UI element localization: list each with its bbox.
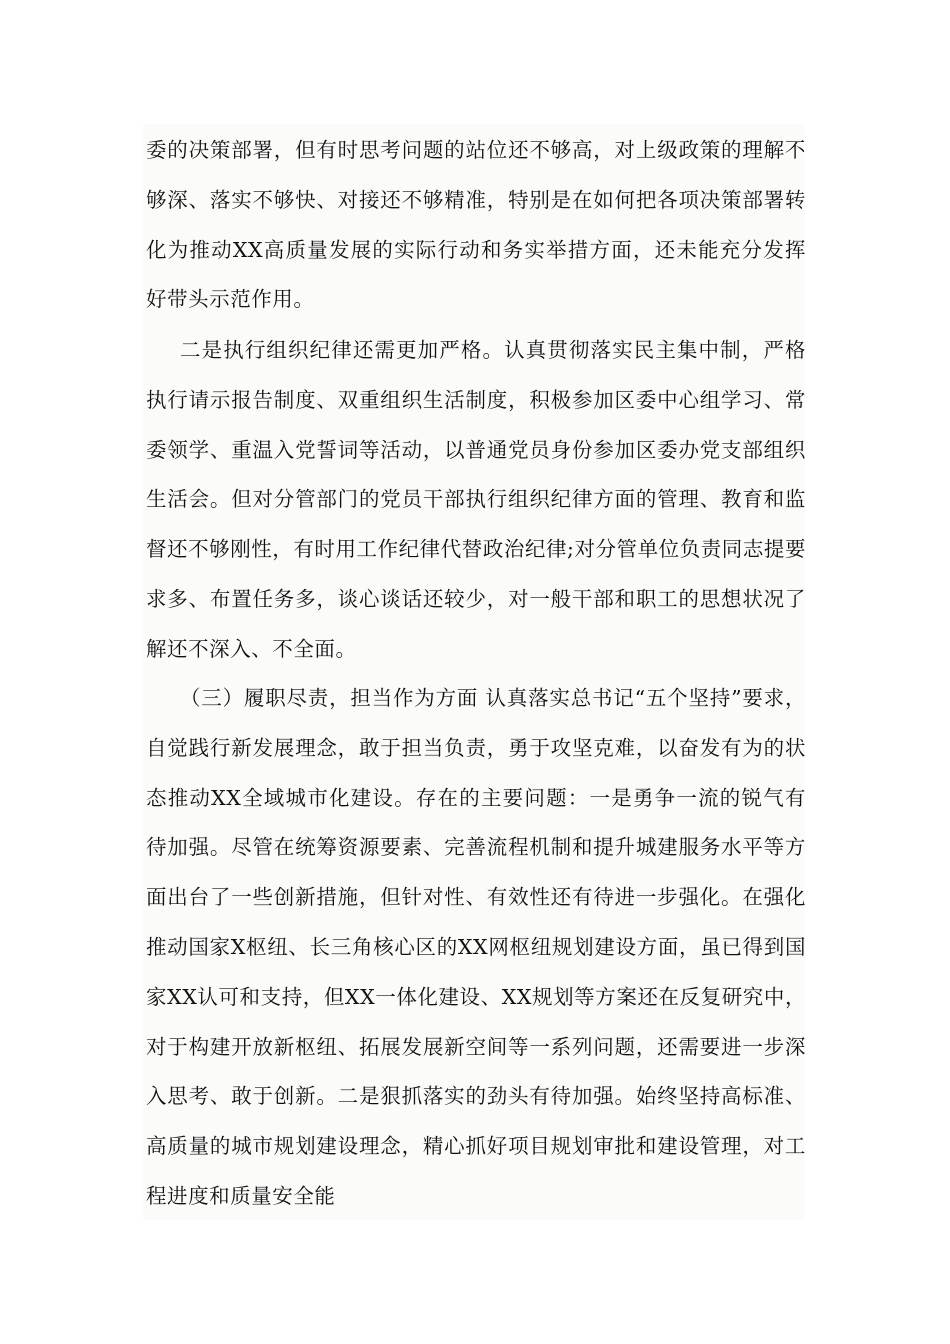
body-paragraph-3: （三）履职尽责，担当作为方面 认真落实总书记“五个坚持”要求，自觉践行新发展理念，敢于担当负责，勇于攻坚克难，以奋发有为的状态推动XX全域城市化建设。存在的主要问题：一是勇争一流的锐气有待加强。尽管在统筹资源要素、完善流程机制和提升城建服务水平等方面出台了一些创新措施，但针对性、有效性还有待进一步强化。在强化推动国家X枢纽、长三角核心区的XX网枢纽规划建设方面，虽已得到国家XX认可和支持，但XX一体化建设、XX规划等方案还在反复研究中，对于构建开放新枢纽、拓展发展新空间等一系列问题，还需要进一步深入思考、敢于创新。二是狠抓落实的劲头有待加强。始终坚持高标准、高质量的城市规划建设理念，精心抓好项目规划审批和建设管理，对工程进度和质量安全能	[146, 686, 806, 1208]
body-paragraph-1: 委的决策部署，但有时思考问题的站位还不够高，对上级政策的理解不够深、落实不够快、对接还不够精准，特别是在如何把各项决策部署转化为推动XX高质量发展的实际行动和务实举措方面，还未能充分发挥好带头示范作用。	[146, 138, 806, 312]
body-paragraph-2: 二是执行组织纪律还需更加严格。认真贯彻落实民主集中制，严格执行请示报告制度、双重组织生活制度，积极参加区委中心组学习、常委领学、重温入党誓词等活动，以普通党员身份参加区委办党支部组织生活会。但对分管部门的党员干部执行组织纪律方面的管理、教育和监督还不够刚性，有时用工作纪律代替政治纪律;对分管单位负责同志提要求多、布置任务多，谈心谈话还较少，对一般干部和职工的思想状况了解还不深入、不全面。	[146, 338, 807, 661]
